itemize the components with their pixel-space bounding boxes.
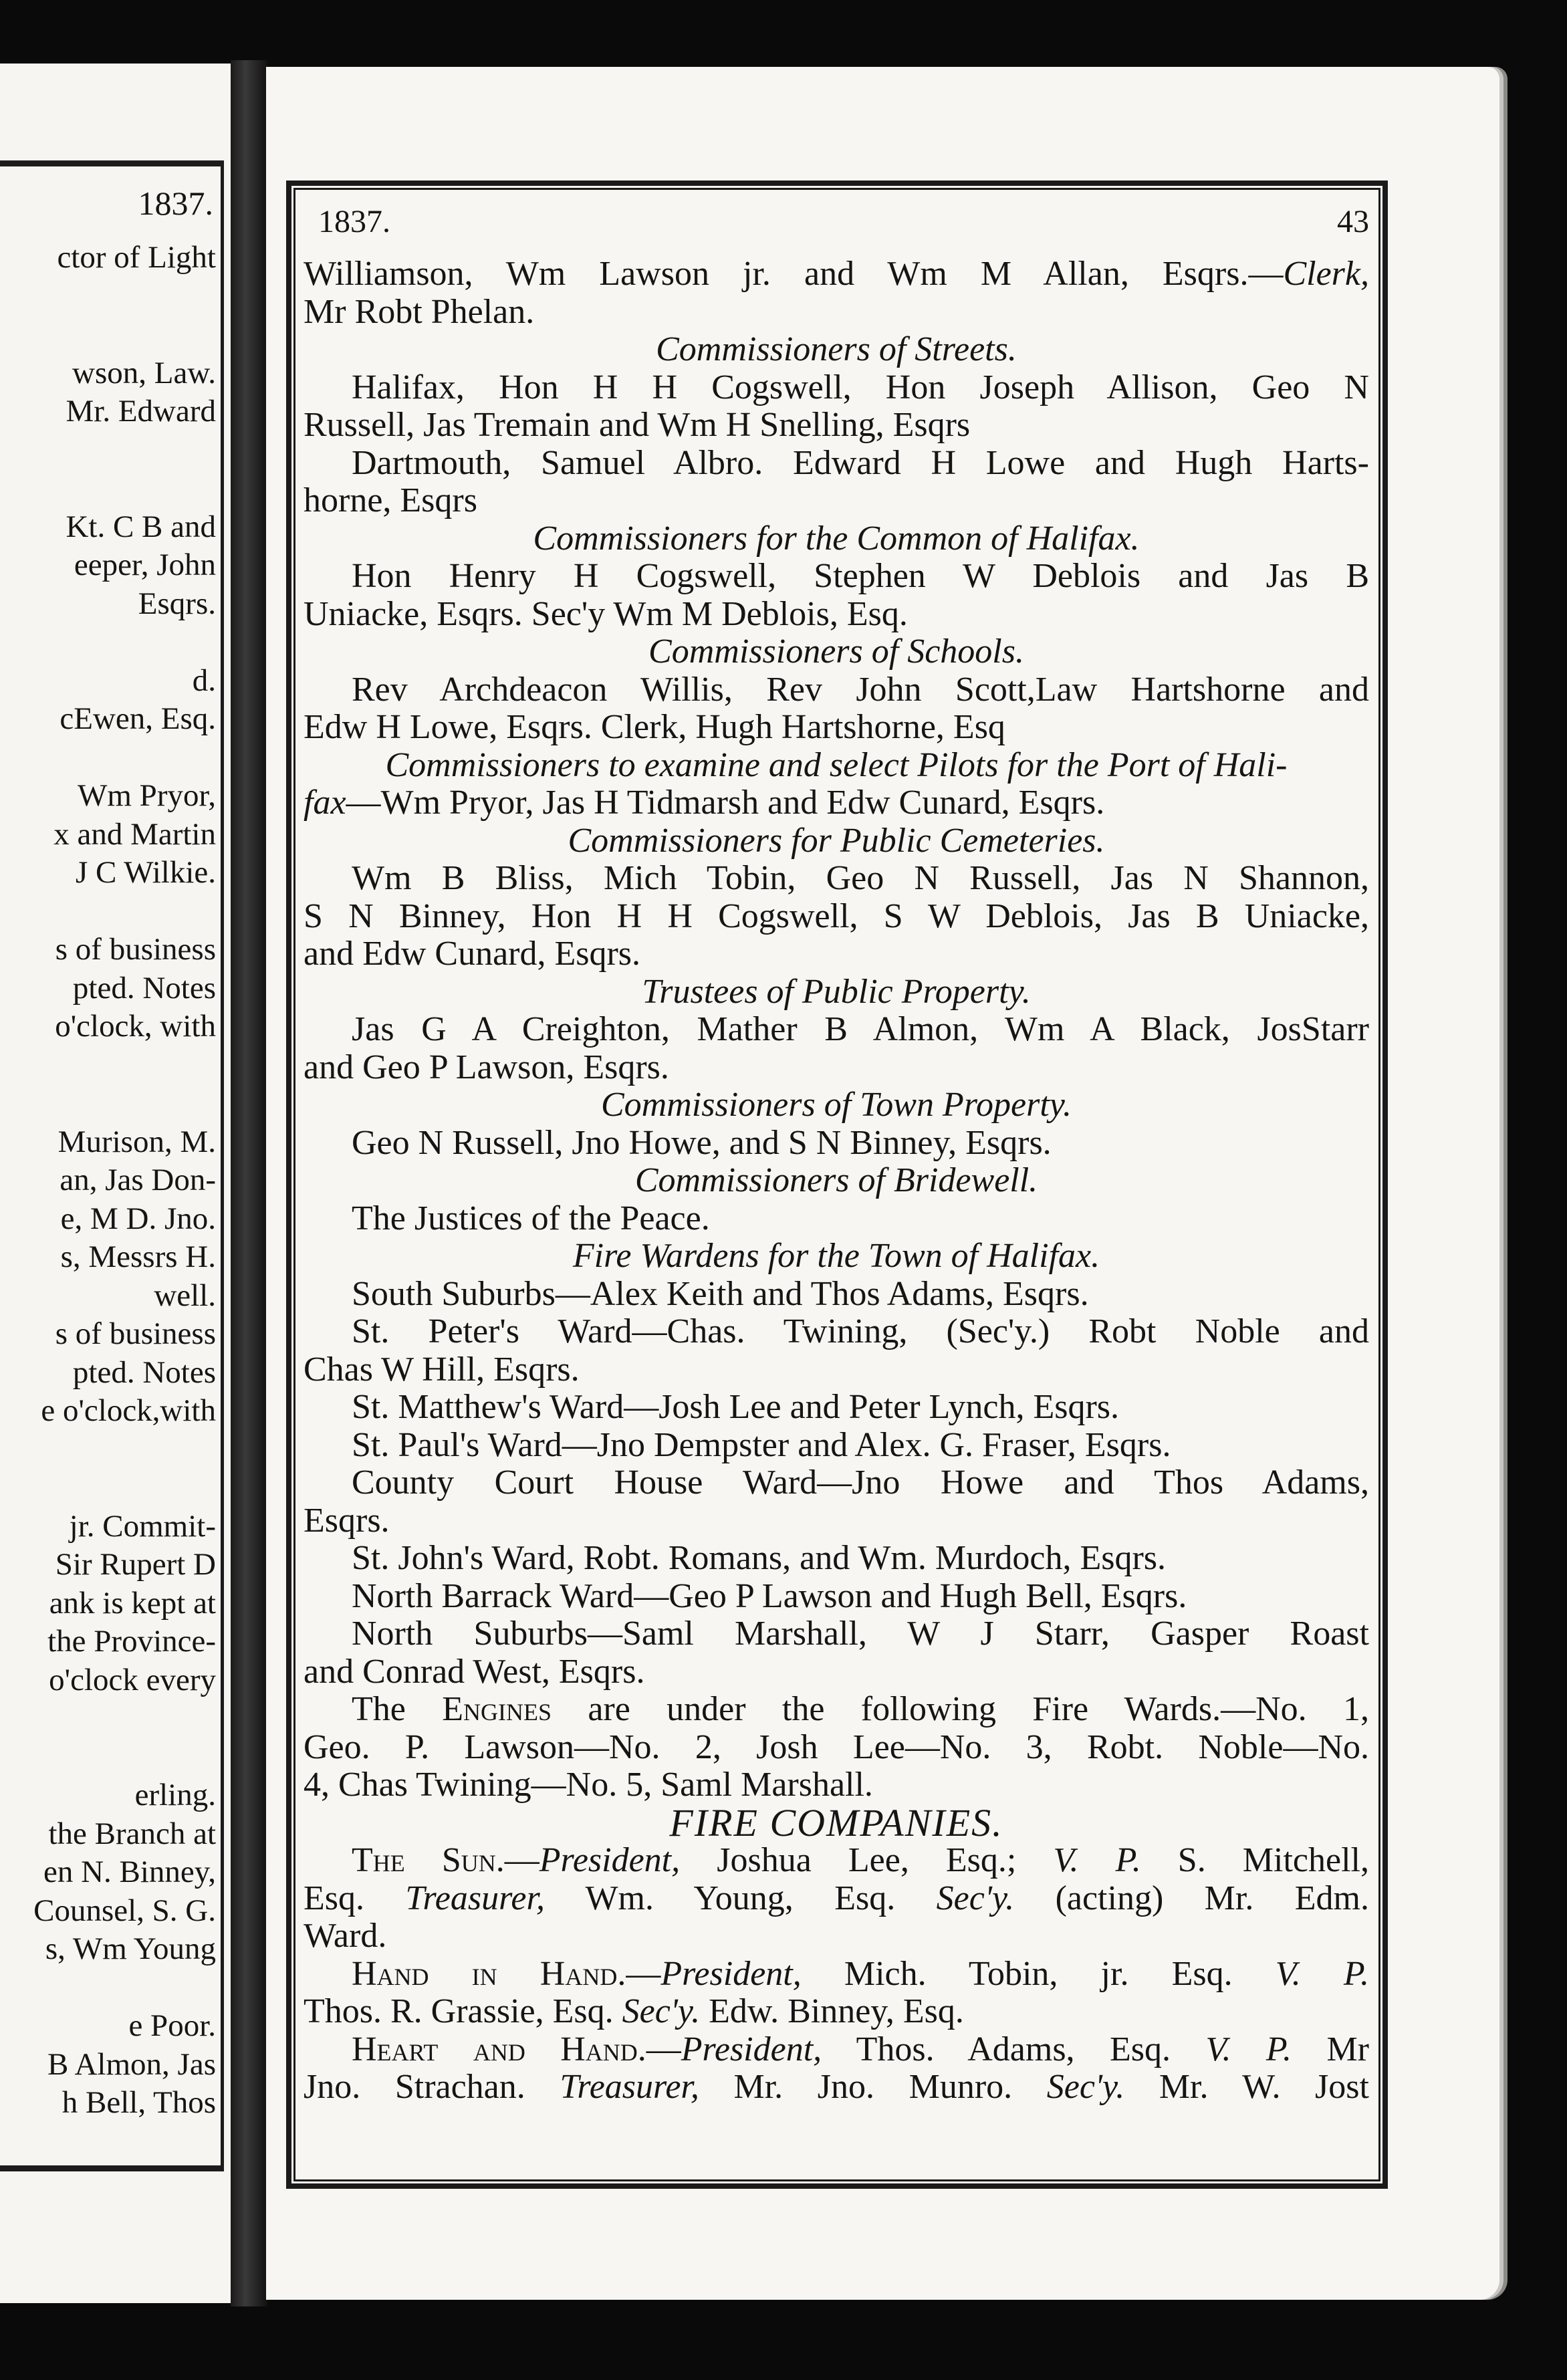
text-line [304, 898, 1369, 936]
section-heading: Commissioners to examine and select Pilots for the Port of Hali- [385, 745, 1288, 784]
text-run: Williamson, Wm Lawson jr. and Wm M Allan, Esqrs.— [304, 255, 1284, 293]
small-caps-text: Engines [442, 1690, 552, 1728]
left-page-line [0, 1969, 216, 2008]
left-page-line: Sir Rupert D [55, 1547, 216, 1582]
section-heading: Commissioners for Public Cemeteries. [568, 821, 1105, 860]
left-page-line: J C Wilkie. [75, 855, 216, 890]
italic-text: President, [539, 1841, 681, 1879]
left-page-line [0, 1738, 216, 1777]
italic-text: Sec'y. [936, 1879, 1015, 1917]
left-page-line: the Branch at [48, 1816, 216, 1851]
text-line: Geo N Russell, Jno Howe, and S N Binney, Esqrs. [352, 1123, 1052, 1162]
left-page-line [0, 739, 216, 778]
text-run: North Suburbs—Saml Marshall, W J Starr, Gasper Roast [352, 1615, 1369, 1653]
text-run: Geo. P. Lawson—No. 2, Josh Lee—No. 3, Robt. Noble—No. [304, 1728, 1369, 1766]
text-line: The Justices of the Peace. [352, 1199, 710, 1237]
text-line: Esqrs. [304, 1501, 390, 1540]
left-page-line: ank is kept at [49, 1585, 216, 1621]
text-run: — [626, 1954, 661, 1993]
company-line [304, 1880, 1369, 1918]
page-number: 43 [1337, 204, 1369, 239]
text-run: Mr. Jno. Munro. [699, 2068, 1047, 2106]
left-page-line: jr. Commit- [69, 1508, 216, 1544]
left-page-line: well. [154, 1278, 216, 1313]
left-page-line: eeper, John [74, 548, 216, 582]
page-border-frame [286, 181, 1388, 2189]
company-line [304, 2031, 1369, 2069]
text-run: Esq. [304, 1879, 406, 1917]
company-line [304, 1842, 1369, 1880]
section-heading: Commissioners of Bridewell. [634, 1161, 1038, 1199]
text-line: Chas W Hill, Esqrs. [304, 1350, 580, 1389]
left-page-line [0, 1469, 216, 1508]
text-run: Wm. Young, Esq. [544, 1879, 937, 1917]
left-page-fragment [0, 64, 233, 2303]
text-run: Mr [1292, 2030, 1369, 2068]
text-line [304, 1615, 1369, 1653]
text-line [304, 445, 1369, 483]
text-line: St. Paul's Ward—Jno Dempster and Alex. G. Fraser, Esqrs. [352, 1425, 1171, 1464]
left-page-line: erling. [134, 1778, 216, 1812]
text-run: (acting) Mr. Edm. [1014, 1879, 1369, 1917]
left-page-line: s of business [55, 932, 216, 967]
page-year: 1837. [318, 204, 390, 239]
italic-text: Sec'y. [622, 1992, 701, 2030]
left-page-line: s, Wm Young [45, 1931, 216, 1966]
left-page-line: Esqrs. [138, 586, 216, 621]
text-line: and Geo P Lawson, Esqrs. [304, 1048, 669, 1086]
text-line [304, 1729, 1369, 1767]
text-run: are under the following Fire Wards.—No. 1, [551, 1690, 1369, 1728]
book-gutter [231, 60, 267, 2306]
section-heading: Commissioners of Town Property. [600, 1086, 1072, 1124]
left-page-line: Murison, M. [57, 1124, 216, 1159]
text-line: St. Matthew's Ward—Josh Lee and Peter Lynch, Esqrs. [352, 1388, 1120, 1426]
italic-text: Treasurer, [405, 1879, 545, 1917]
text-run: Jno. Strachan. [304, 2068, 560, 2106]
left-page-line [0, 1699, 216, 1738]
text-run: Hon Henry H Cogswell, Stephen W Deblois and Jas B [352, 557, 1369, 595]
left-page-line [0, 623, 216, 662]
text-run: S N Binney, Hon H H Cogswell, S W Deblois, Jas B Uniacke, [304, 897, 1369, 935]
engines-line [304, 1691, 1369, 1729]
text-run: Edw. Binney, Esq. [700, 1992, 964, 2030]
text-line: Edw H Lowe, Esqrs. Clerk, Hugh Hartshorne, Esq [304, 708, 1005, 746]
text-line: horne, Esqrs [304, 481, 477, 519]
small-caps-text: The Sun. [352, 1841, 505, 1879]
company-line [304, 1993, 1369, 2031]
text-run: Wm B Bliss, Mich Tobin, Geo N Russell, Jas N Shannon, [352, 859, 1369, 897]
italic-text: Treasurer, [560, 2068, 699, 2106]
text-run: Halifax, Hon H H Cogswell, Hon Joseph Allison, Geo N [352, 368, 1369, 406]
text-line: St. John's Ward, Robt. Romans, and Wm. Murdoch, Esqrs. [352, 1539, 1167, 1577]
left-page-line: d. [192, 663, 216, 698]
italic-text: President, [660, 1954, 802, 1993]
left-page-line [0, 1431, 216, 1469]
right-page [266, 67, 1499, 2300]
italic-text: V. P. [1275, 1954, 1369, 1993]
text-run: Jas G A Creighton, Mather B Almon, Wm A Black, JosStarr [352, 1010, 1369, 1048]
text-line [304, 369, 1369, 407]
left-page-line: cEwen, Esq. [59, 701, 216, 736]
text-line [304, 784, 1369, 822]
italic-text: Sec'y. [1046, 2068, 1125, 2106]
left-page-line: wson, Law. [72, 355, 216, 390]
text-run: Dartmouth, Samuel Albro. Edward H Lowe and Hugh Harts- [352, 443, 1369, 482]
left-page-line [0, 892, 216, 931]
italic-text: V. P. [1053, 1841, 1141, 1879]
left-page-line: en N. Binney, [43, 1855, 216, 1889]
text-run: —Wm Pryor, Jas H Tidmarsh and Edw Cunard, Esqrs. [346, 784, 1105, 822]
text-line: and Edw Cunard, Esqrs. [304, 935, 641, 973]
text-line [304, 671, 1369, 709]
text-line [304, 558, 1369, 596]
text-run: Thos. R. Grassie, Esq. [304, 1992, 622, 2030]
left-page-line: e Poor. [128, 2008, 216, 2043]
text-run: St. Peter's Ward—Chas. Twining, (Sec'y.) Robt Noble and [352, 1312, 1369, 1350]
section-heading: Fire Wardens for the Town of Halifax. [572, 1237, 1100, 1275]
text-run: S. Mitchell, [1140, 1841, 1369, 1879]
text-run: Rev Archdeacon Willis, Rev John Scott,Law Hartshorne and [352, 670, 1369, 709]
text-run: Joshua Lee, Esq.; [680, 1841, 1054, 1879]
left-page-line: h Bell, Thos [62, 2085, 216, 2120]
left-page-line: e o'clock,with [41, 1393, 216, 1428]
left-page-line: s, Messrs H. [60, 1239, 216, 1274]
left-page-line: e, M D. Jno. [60, 1201, 216, 1236]
left-page-line [0, 1084, 216, 1123]
fire-companies-heading: FIRE COMPANIES. [669, 1800, 1003, 1844]
italic-text: President, [681, 2030, 822, 2068]
left-page-line: o'clock every [49, 1662, 216, 1697]
text-run: Mich. Tobin, jr. Esq. [801, 1954, 1276, 1993]
left-page-text [0, 239, 216, 2123]
left-page-line: o'clock, with [55, 1009, 216, 1044]
text-run: Thos. Adams, Esq. [822, 2030, 1206, 2068]
left-page-line: Wm Pryor, [78, 778, 216, 813]
text-line: South Suburbs—Alex Keith and Thos Adams, Esqrs. [352, 1274, 1089, 1313]
left-page-line [0, 469, 216, 508]
section-heading: Commissioners of Streets. [656, 330, 1017, 368]
text-run: The [352, 1690, 443, 1728]
small-caps-text: Heart and Hand. [352, 2030, 646, 2068]
text-run: — [504, 1841, 539, 1879]
company-line [304, 1955, 1369, 1994]
text-line: North Barrack Ward—Geo P Lawson and Hugh Bell, Esqrs. [352, 1576, 1187, 1615]
text-line [304, 860, 1369, 898]
left-page-line [0, 277, 216, 316]
text-line: 4, Chas Twining—No. 5, Saml Marshall. [304, 1766, 873, 1804]
page-body [304, 255, 1369, 2107]
italic-text: fax [304, 784, 346, 822]
italic-text: Clerk, [1283, 255, 1369, 293]
left-page-line: Counsel, S. G. [33, 1893, 216, 1928]
left-page-line: s of business [55, 1316, 216, 1351]
italic-text: V. P. [1205, 2030, 1292, 2068]
left-page-line [0, 1046, 216, 1085]
text-run: Mr. W. Jost [1124, 2068, 1369, 2106]
text-line: and Conrad West, Esqrs. [304, 1652, 645, 1691]
section-heading: Trustees of Public Property. [642, 972, 1031, 1011]
text-line [304, 1313, 1369, 1351]
left-page-line [0, 316, 216, 354]
left-page-line [0, 431, 216, 470]
text-line: Ward. [304, 1917, 387, 1955]
left-page-line: an, Jas Don- [59, 1163, 216, 1197]
left-page-line: pted. Notes [72, 970, 216, 1005]
text-line: Russell, Jas Tremain and Wm H Snelling, Esqrs [304, 406, 971, 444]
text-line [304, 1011, 1369, 1049]
left-page-line: pted. Notes [72, 1354, 216, 1390]
company-line [304, 2068, 1369, 2107]
text-line [304, 1464, 1369, 1502]
section-heading: Commissioners for the Common of Halifax. [533, 519, 1140, 558]
text-run: County Court House Ward—Jno Howe and Thos Adams, [352, 1463, 1369, 1502]
section-heading: Commissioners of Schools. [648, 632, 1024, 671]
left-page-line: ctor of Light [57, 240, 216, 275]
text-run: — [646, 2030, 681, 2068]
left-page-year: 1837. [138, 185, 213, 222]
left-page-line: x and Martin [53, 816, 216, 852]
left-page-line: Kt. C B and [66, 509, 216, 544]
text-line: Uniacke, Esqrs. Sec'y Wm M Deblois, Esq. [304, 594, 908, 633]
small-caps-text: Hand in Hand. [352, 1954, 626, 1993]
left-page-line: the Province- [47, 1624, 216, 1659]
text-line: Mr Robt Phelan. [304, 292, 535, 331]
left-page-line: B Almon, Jas [47, 2046, 216, 2082]
left-page-line: Mr. Edward [66, 394, 216, 429]
text-line [304, 255, 1369, 293]
